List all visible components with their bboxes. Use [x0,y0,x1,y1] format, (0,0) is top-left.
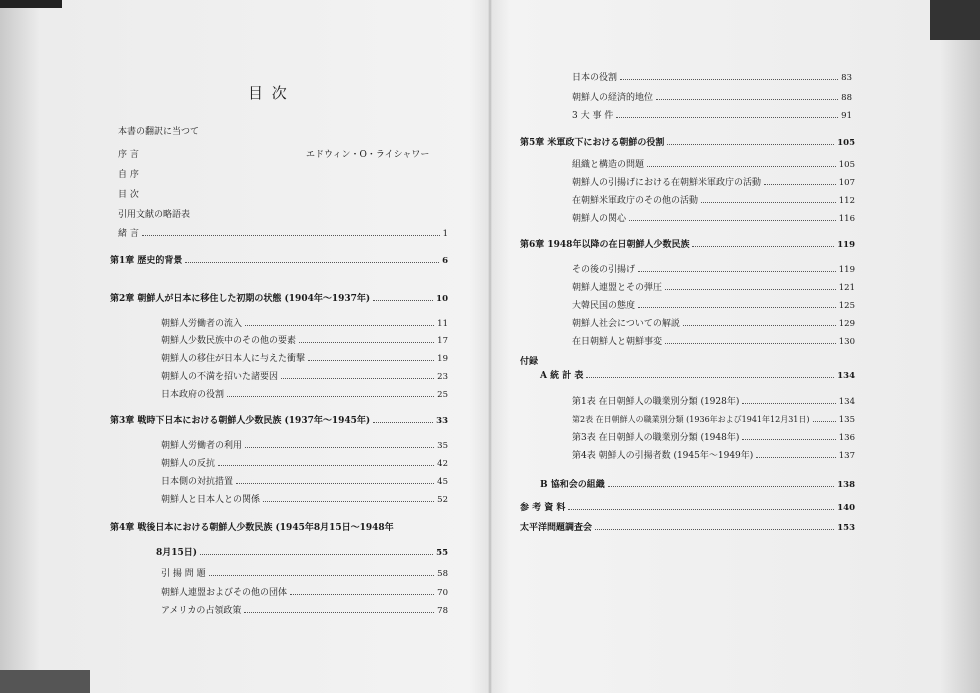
toc-chapter-label: A 統 計 表 [540,371,584,381]
toc-section [161,494,448,506]
toc-section-label: 第4表 朝鮮人の引揚者数 (1945年〜1949年) [572,451,754,461]
toc-page-number: 140 [837,503,855,513]
toc-section-label: 第1表 在日朝鮮人の職業別分類 (1928年) [572,397,740,407]
toc-section [572,92,852,104]
toc-section [572,177,855,189]
toc-chapter [540,479,855,491]
toc-chapter [110,293,448,305]
toc-section-label: その後の引揚げ [572,265,636,275]
toc-page-number: 19 [437,354,448,364]
toc-front-item: 引用文献の略語表 [118,210,191,220]
toc-front-item: 目 次 [118,190,139,200]
toc-page-number: 78 [437,606,448,616]
toc-page-number: 25 [437,390,448,400]
toc-section-label: 在日朝鮮人と朝鮮事変 [572,337,663,347]
toc-section [572,396,855,408]
toc-section [161,605,448,617]
toc-section [572,318,855,330]
toc-section [161,568,448,580]
toc-section [572,432,855,444]
toc-entry-label: 緒 言 [118,229,139,239]
toc-page-number: 70 [437,588,448,598]
toc-section-label: 朝鮮人の引揚げにおける在朝鮮米軍政庁の活動 [572,178,762,188]
toc-section-label: 第2表 在日朝鮮人の職業別分類 (1936年および1941年12月31日) [572,415,810,424]
toc-page-number: 135 [838,415,855,425]
toc-section [572,264,855,276]
toc-page-number: 88 [841,93,852,103]
toc-section-label: 朝鮮人の経済的地位 [572,93,654,103]
left-page [58,12,478,681]
toc-chapter-label: 第2章 朝鮮人が日本に移住した初期の状態 (1904年〜1937年) [110,294,371,304]
toc-page-number: 33 [436,416,448,426]
toc-page-number: 35 [437,441,448,451]
toc-chapter [520,137,855,149]
toc-chapter-label: 参 考 資 料 [520,503,566,513]
toc-entry [118,228,448,240]
toc-section [572,414,855,426]
toc-section-label: 日本側の対抗措置 [161,477,234,487]
toc-section [161,587,448,599]
toc-section-label: 3 大 事 件 [572,111,614,121]
toc-page-number: 116 [838,214,855,224]
toc-section-label: 在朝鮮米軍政庁のその他の活動 [572,196,699,206]
toc-chapter-label: 第3章 戦時下日本における朝鮮人少数民族 (1937年〜1945年) [110,416,371,426]
toc-section-label: 引 揚 問 題 [161,569,206,579]
toc-chapter [156,547,448,559]
toc-section-label: 組織と構造の問題 [572,160,645,170]
toc-page-number: 125 [838,301,855,311]
toc-section [572,300,855,312]
toc-page-number: 10 [436,294,448,304]
toc-page-number: 107 [838,178,855,188]
toc-page-number: 136 [838,433,855,443]
toc-title: 目 次 [248,84,289,102]
toc-section [572,450,855,462]
toc-page-number: 137 [838,451,855,461]
toc-chapter-label: 第5章 米軍政下における朝鮮の役割 [520,138,665,148]
toc-section [572,213,855,225]
toc-page-number: 153 [837,523,855,533]
toc-section [161,458,448,470]
toc-chapter [520,522,855,534]
toc-appendix-heading: 付録 [520,357,539,367]
toc-section [572,72,852,84]
toc-chapter [520,502,855,514]
toc-page-number: 11 [437,319,448,329]
toc-section-label: 日本の役割 [572,73,618,83]
toc-section-label: 朝鮮人社会についての解説 [572,319,680,329]
toc-chapter [540,370,855,382]
toc-section-label: 朝鮮人少数民族中のその他の要素 [161,336,297,346]
toc-section-label: 朝鮮人連盟およびその他の団体 [161,588,288,598]
toc-section-label: 朝鮮人の反抗 [161,459,216,469]
toc-chapter-label: 第4章 戦後日本における朝鮮人少数民族 (1945年8月15日〜1948年 [110,523,394,533]
toc-section-label: 朝鮮人の関心 [572,214,627,224]
toc-page-number: 45 [437,477,448,487]
book-gutter [488,0,492,693]
toc-section [161,476,448,488]
toc-page-number: 134 [838,397,855,407]
toc-page-number: 42 [437,459,448,469]
toc-page-number: 112 [838,196,855,206]
toc-page-number: 23 [437,372,448,382]
toc-section-label: アメリカの占領政策 [161,606,242,616]
toc-page-number: 83 [841,73,852,83]
toc-section-label: 朝鮮人連盟とその弾圧 [572,283,663,293]
toc-section-label: 大韓民国の態度 [572,301,636,311]
toc-section [161,389,448,401]
toc-page-number: 17 [437,336,448,346]
toc-page-number: 134 [837,371,855,381]
toc-chapter-label: 第1章 歴史的背景 [110,256,183,266]
toc-chapter [110,255,448,267]
toc-chapter [520,239,855,251]
toc-chapter [110,415,448,427]
scan-edge-shadow [930,0,980,40]
toc-section-label: 朝鮮人の移住が日本人に与えた衝撃 [161,354,306,364]
toc-section [161,440,448,452]
toc-section [572,336,855,348]
toc-front-item: 本書の翻訳に当つて [118,127,200,137]
toc-front-item: 自 序 [118,170,139,180]
toc-page-number: 6 [442,256,448,266]
toc-page-number: 129 [838,319,855,329]
toc-section [161,318,448,330]
toc-section [572,282,855,294]
toc-section [572,110,852,122]
toc-page-number: 1 [442,229,448,239]
toc-section-label: 朝鮮人の不満を招いた諸要因 [161,372,279,382]
toc-section-label: 朝鮮人と日本人との関係 [161,495,261,505]
toc-section [572,195,855,207]
toc-section [161,353,448,365]
toc-section-label: 日本政府の役割 [161,390,225,400]
toc-front-item: 序 言 [118,150,139,160]
toc-page-number: 130 [838,337,855,347]
scan-edge-shadow [0,0,62,8]
right-page [500,12,920,681]
toc-page-number: 119 [838,265,855,275]
toc-section-label: 朝鮮人労働者の流入 [161,319,243,329]
toc-page-number: 52 [437,495,448,505]
toc-section [161,335,448,347]
toc-section-label: 第3表 在日朝鮮人の職業別分類 (1948年) [572,433,740,443]
toc-page-number: 105 [838,160,855,170]
toc-page-number: 58 [437,569,448,579]
toc-section-label: 朝鮮人労働者の利用 [161,441,243,451]
toc-section [572,159,855,171]
toc-chapter-label-cont: 8月15日) [156,548,198,558]
toc-chapter-label: 第6章 1948年以降の在日朝鮮人少数民族 [520,240,690,250]
toc-page-number: 55 [436,548,448,558]
toc-page-number: 105 [837,138,855,148]
toc-section [161,371,448,383]
toc-page-number: 91 [841,111,852,121]
toc-chapter-label: B 協和会の組織 [540,480,605,490]
toc-chapter-label: 太平洋問題調査会 [520,523,593,533]
toc-author: エドウィン・O・ライシャワー [306,150,430,160]
toc-page-number: 119 [837,240,855,250]
toc-page-number: 121 [838,283,855,293]
toc-page-number: 138 [837,480,855,490]
